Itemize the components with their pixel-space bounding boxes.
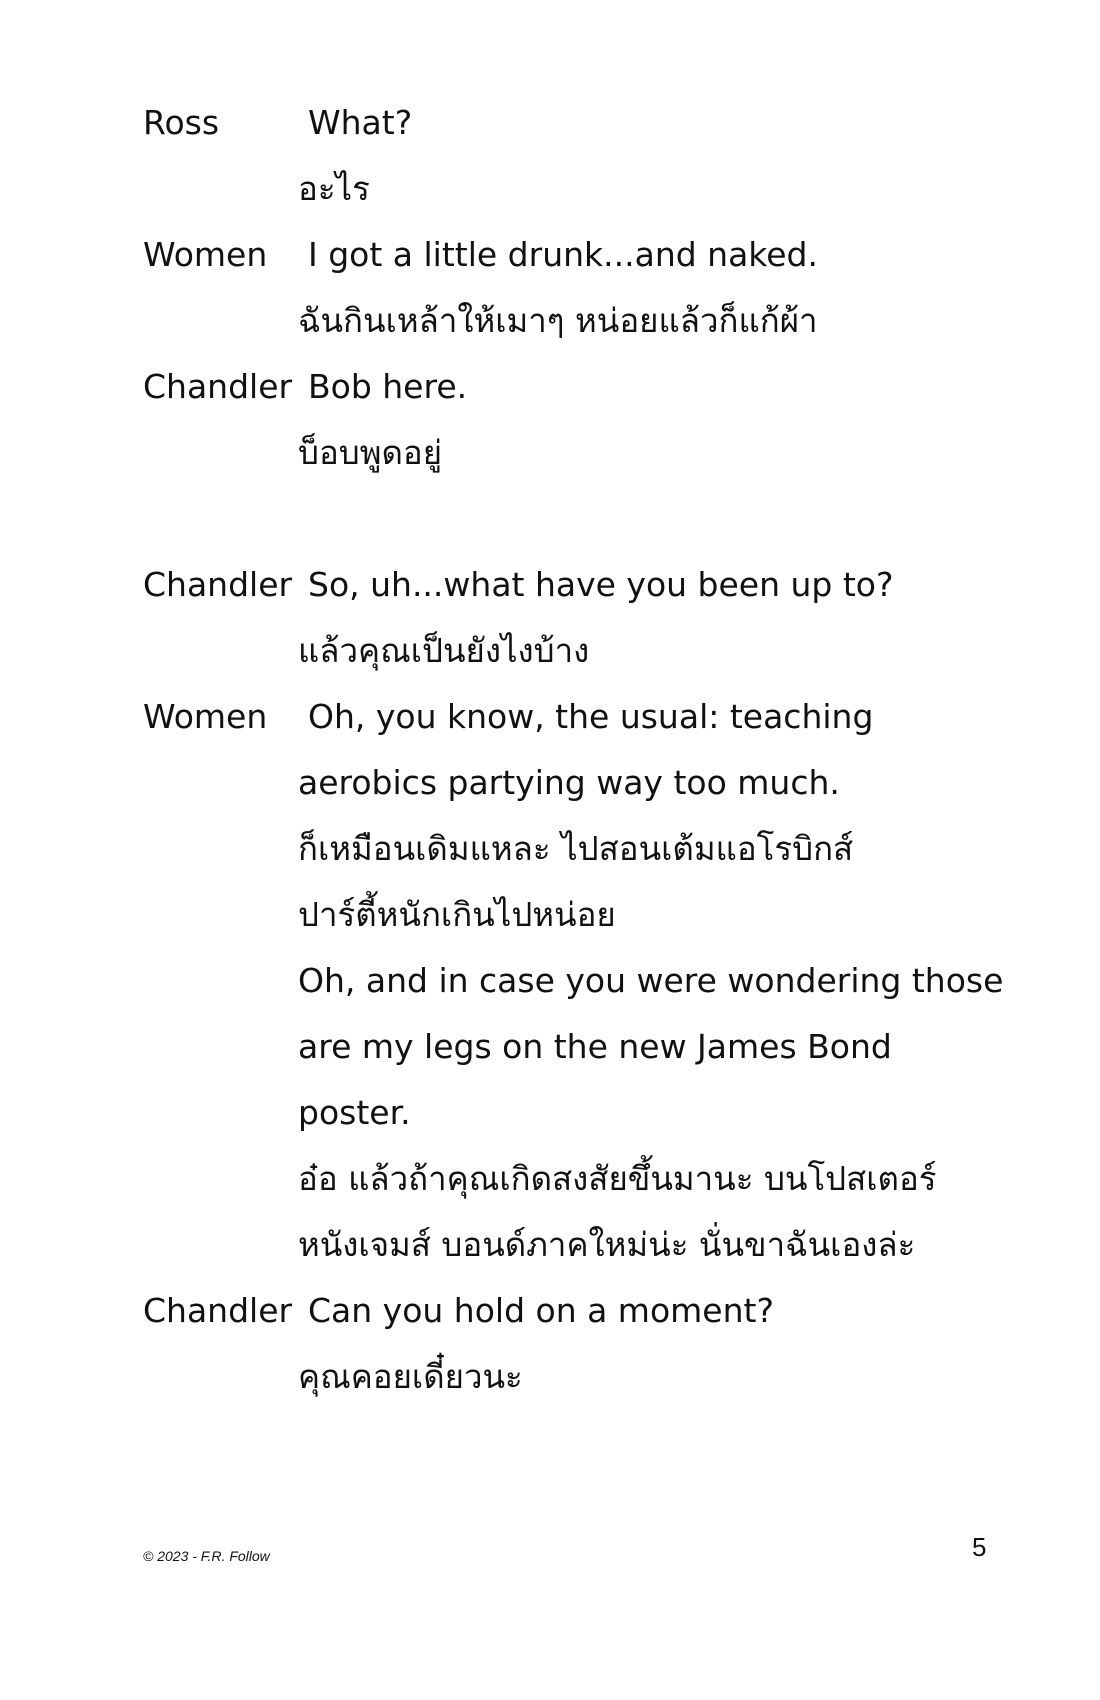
dialogue-line bbox=[0, 552, 1100, 618]
translation-line bbox=[0, 1344, 1100, 1410]
dialogue-line bbox=[0, 90, 1100, 156]
translation-line bbox=[0, 420, 1100, 486]
speaker-name: Women bbox=[143, 697, 268, 736]
speaker-name: Chandler bbox=[143, 1291, 293, 1330]
dialogue-translation: ฉันกินเหล้าให้เมาๆ หน่อยแล้วก็แก้ผ้า bbox=[298, 301, 818, 340]
translation-line bbox=[0, 816, 1100, 882]
dialogue-line bbox=[0, 354, 1100, 420]
dialogue-translation: คุณคอยเดี๋ยวนะ bbox=[298, 1357, 523, 1396]
dialogue-text: Bob here. bbox=[308, 367, 468, 406]
dialogue-text: poster. bbox=[298, 1093, 411, 1132]
dialogue-text: What? bbox=[308, 103, 413, 142]
dialogue-line bbox=[0, 684, 1100, 750]
dialogue-continuation bbox=[0, 948, 1100, 1014]
translation-line bbox=[0, 1212, 1100, 1278]
dialogue-translation: อะไร bbox=[298, 169, 370, 208]
dialogue-continuation bbox=[0, 750, 1100, 816]
speaker-name: Ross bbox=[143, 103, 220, 142]
translation-line bbox=[0, 288, 1100, 354]
dialogue-text: I got a little drunk...and naked. bbox=[308, 235, 818, 274]
dialogue-translation: ปาร์ตี้หนักเกินไปหน่อย bbox=[298, 895, 616, 934]
dialogue-translation: ก็เหมือนเดิมแหละ ไปสอนเต้มแอโรบิกส์ bbox=[298, 829, 854, 868]
dialogue-text: Oh, and in case you were wondering those bbox=[298, 961, 1004, 1000]
copyright-notice: © 2023 - F.R. Follow bbox=[143, 1548, 270, 1564]
dialogue-text: are my legs on the new James Bond bbox=[298, 1027, 892, 1066]
dialogue-text: So, uh...what have you been up to? bbox=[308, 565, 894, 604]
dialogue-text: Oh, you know, the usual: teaching bbox=[308, 697, 874, 736]
translation-line bbox=[0, 618, 1100, 684]
dialogue-continuation bbox=[0, 1014, 1100, 1080]
dialogue-translation: บ็อบพูดอยู่ bbox=[298, 433, 443, 472]
translation-line bbox=[0, 156, 1100, 222]
speaker-name: Women bbox=[143, 235, 268, 274]
dialogue-text: aerobics partying way too much. bbox=[298, 763, 840, 802]
page-number: 5 bbox=[972, 1532, 987, 1562]
translation-line bbox=[0, 882, 1100, 948]
dialogue-translation: อ๋อ แล้วถ้าคุณเกิดสงสัยขึ้นมานะ บนโปสเตอร์ bbox=[298, 1159, 937, 1198]
dialogue-line bbox=[0, 1278, 1100, 1344]
dialogue-line bbox=[0, 222, 1100, 288]
dialogue-text: Can you hold on a moment? bbox=[308, 1291, 774, 1330]
speaker-name: Chandler bbox=[143, 565, 293, 604]
dialogue-continuation bbox=[0, 1080, 1100, 1146]
speaker-name: Chandler bbox=[143, 367, 293, 406]
dialogue-translation: หนังเจมส์ บอนด์ภาคใหม่น่ะ นั่นขาฉันเองล่ะ bbox=[298, 1225, 916, 1264]
dialogue-translation: แล้วคุณเป็นยังไงบ้าง bbox=[298, 631, 590, 670]
translation-line bbox=[0, 1146, 1100, 1212]
